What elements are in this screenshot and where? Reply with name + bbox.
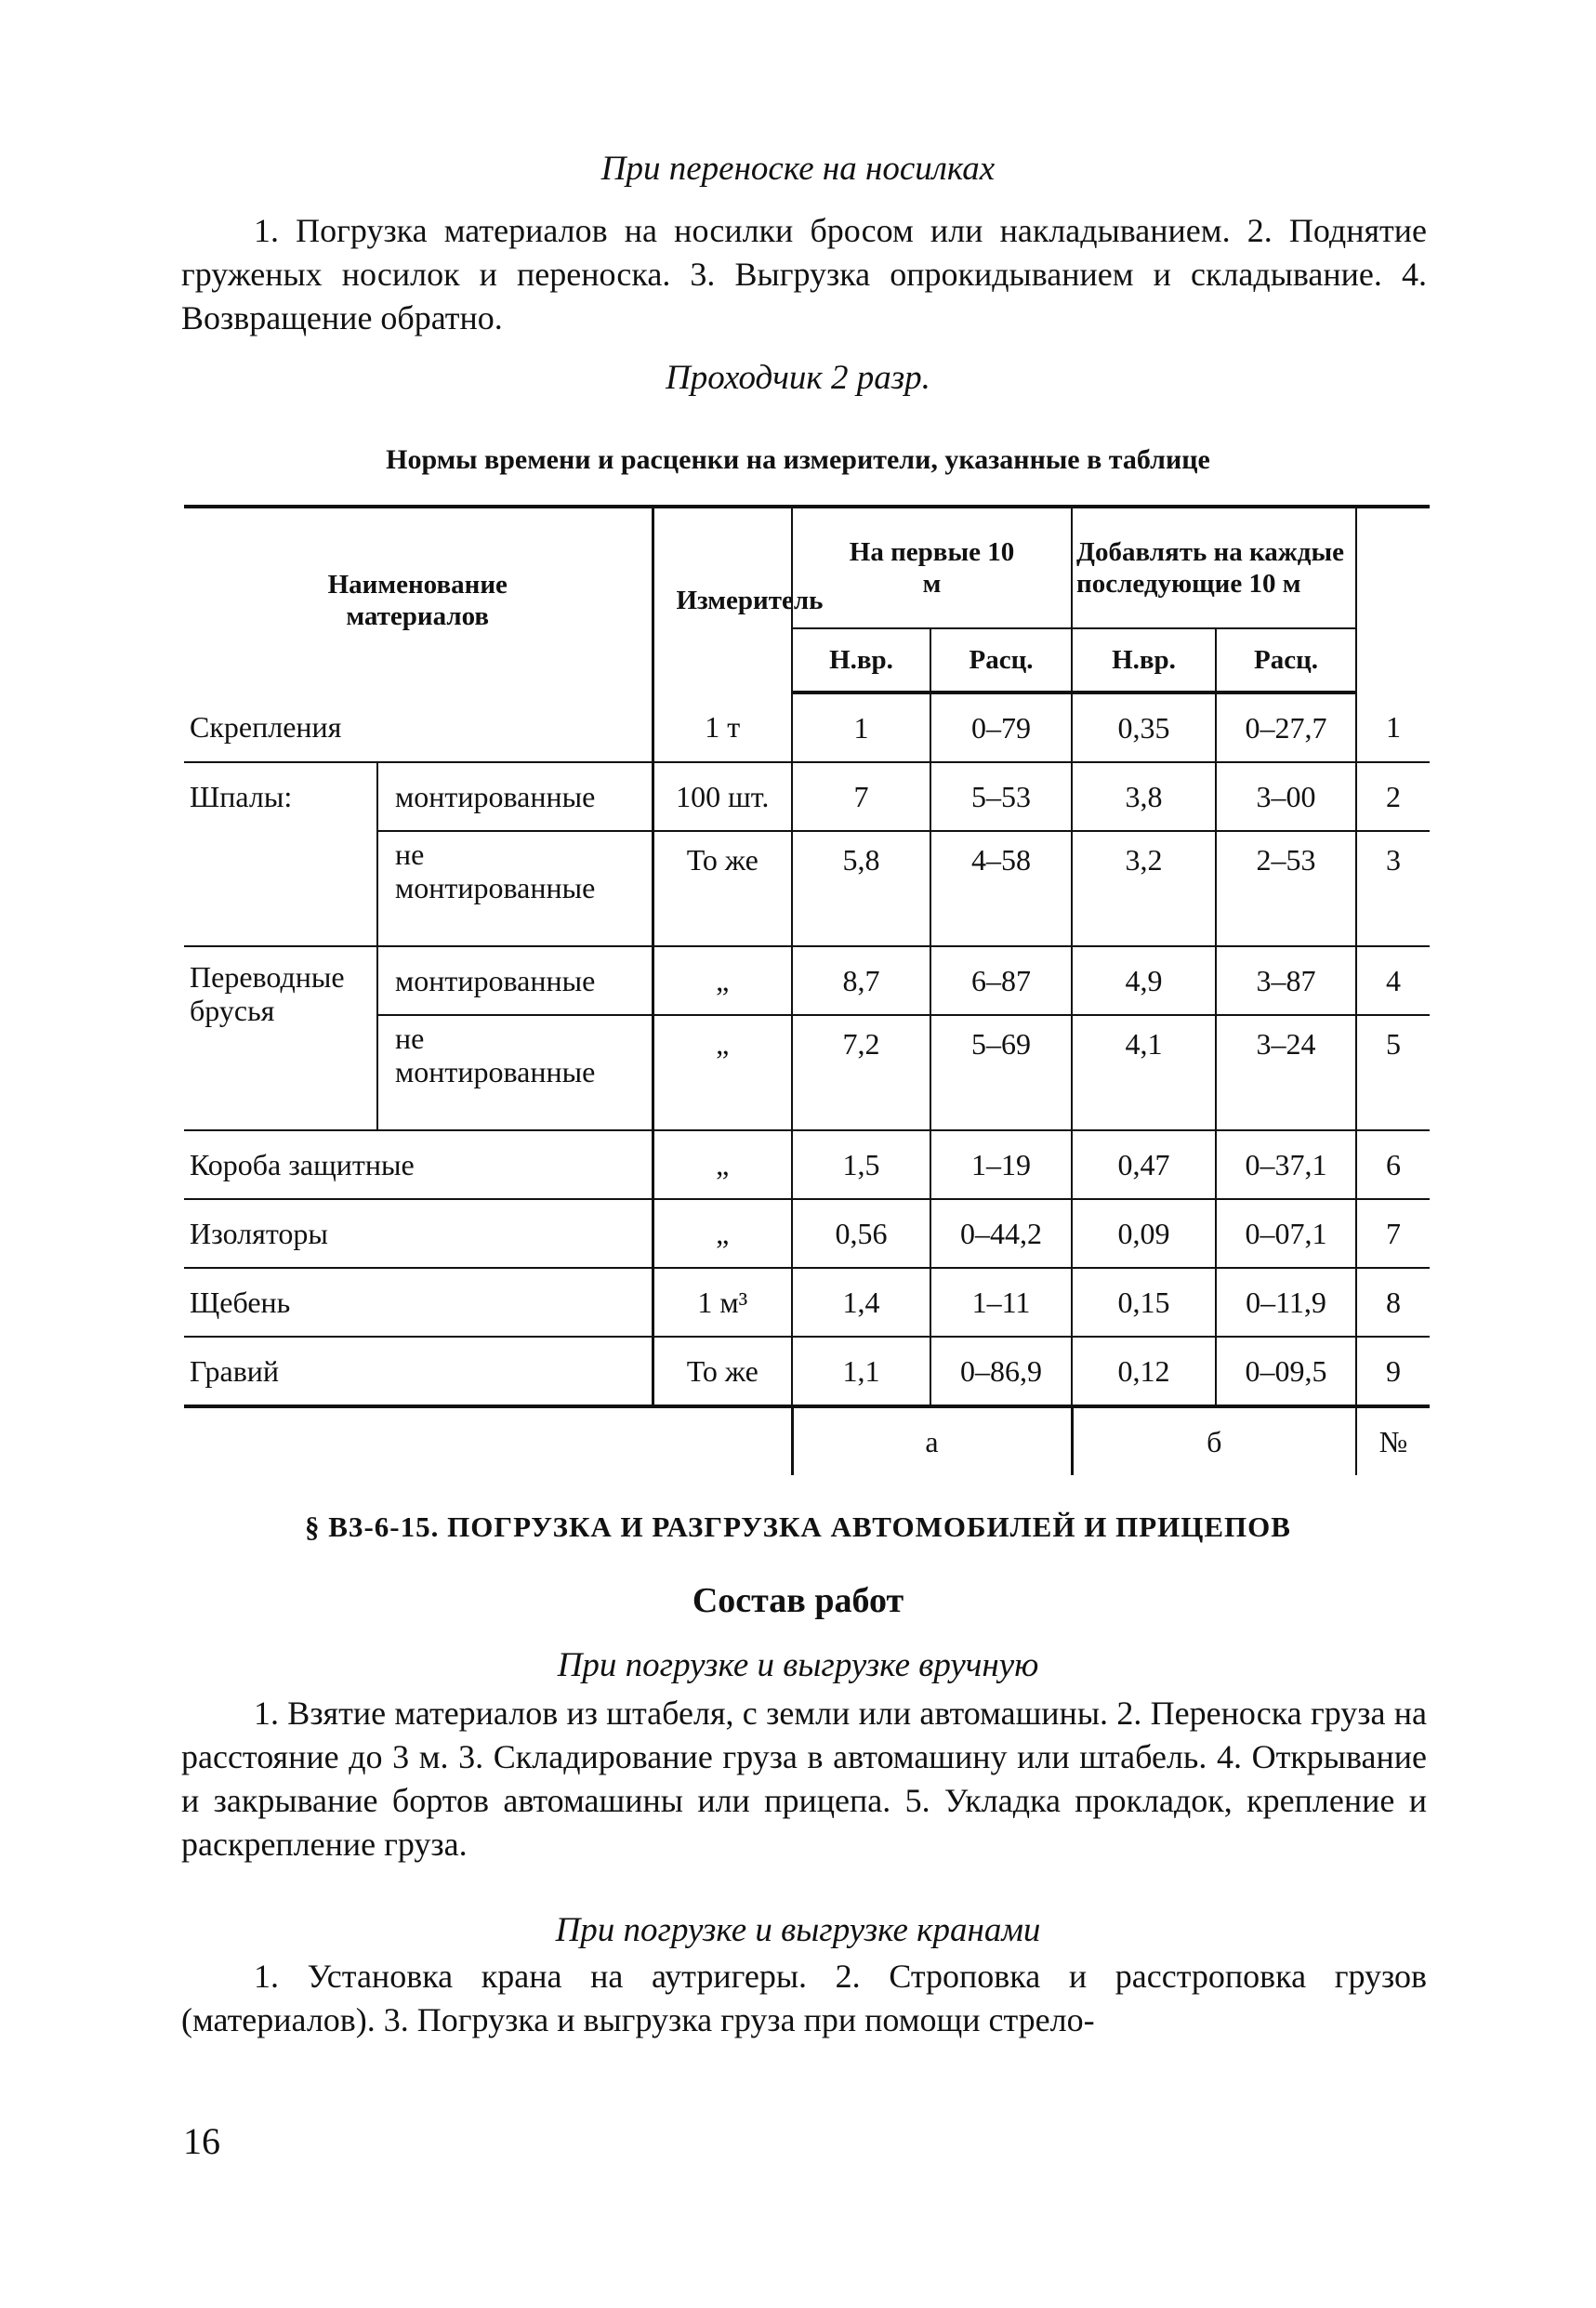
row-b-rasc: 2–53 <box>1216 831 1356 946</box>
subheader-a-nvr: Н.вр. <box>792 628 930 692</box>
section-subtitle: Состав работ <box>692 1581 904 1620</box>
row-a-nvr: 1 <box>792 692 930 762</box>
row-b-nvr: 4,1 <box>1072 1015 1216 1130</box>
row-number: 8 <box>1356 1268 1430 1337</box>
row-a-rasc: 1–11 <box>930 1268 1072 1337</box>
row-group: Шпалы: <box>184 762 377 946</box>
row-item: не монтированные <box>377 1015 653 1130</box>
row-a-nvr: 7,2 <box>792 1015 930 1130</box>
subheader-b-rasc: Расц. <box>1216 628 1356 692</box>
row-number: 7 <box>1356 1199 1430 1268</box>
row-unit: То же <box>653 1337 792 1406</box>
row-a-rasc: 0–44,2 <box>930 1199 1072 1268</box>
row-material: Изоляторы <box>184 1199 653 1268</box>
manual-heading: При погрузке и выгрузке вручную <box>557 1646 1039 1684</box>
row-number: 9 <box>1356 1337 1430 1406</box>
norms-table <box>184 505 1430 1475</box>
row-unit: „ <box>653 1015 792 1130</box>
row-b-nvr: 3,2 <box>1072 831 1216 946</box>
subheader-a-rasc: Расц. <box>930 628 1072 692</box>
header-row <box>184 507 1430 628</box>
row-b-nvr: 0,09 <box>1072 1199 1216 1268</box>
row-material: Короба защитные <box>184 1130 653 1199</box>
row-b-rasc: 0–27,7 <box>1216 692 1356 762</box>
row-b-nvr: 4,9 <box>1072 946 1216 1015</box>
row-a-nvr: 8,7 <box>792 946 930 1015</box>
row-a-nvr: 5,8 <box>792 831 930 946</box>
row-unit: 100 шт. <box>653 762 792 831</box>
row-item: монтированные <box>377 946 653 1015</box>
table-footer-row <box>184 1406 1430 1475</box>
footer-col-b: б <box>1072 1406 1356 1475</box>
section-title: § В3-6-15. ПОГРУЗКА И РАЗГРУЗКА АВТОМОБИЛЕЙ И ПРИЦЕПОВ <box>305 1510 1291 1543</box>
row-a-nvr: 0,56 <box>792 1199 930 1268</box>
row-b-rasc: 0–37,1 <box>1216 1130 1356 1199</box>
carry-paragraph: 1. Погрузка материалов на носилки бросом или накладыванием. 2. Поднятие груженых носилок и переноска. 3. Выгрузка опрокидыванием и складывание. 4. Возвращение обратно. <box>181 212 1427 336</box>
table-row <box>184 692 1430 762</box>
row-b-rasc: 3–00 <box>1216 762 1356 831</box>
row-item: монтированные <box>377 762 653 831</box>
row-unit: „ <box>653 1130 792 1199</box>
row-number: 5 <box>1356 1015 1430 1130</box>
row-a-rasc: 4–58 <box>930 831 1072 946</box>
row-b-nvr: 0,47 <box>1072 1130 1216 1199</box>
header-each-next-10m: Добавлять на каждые последующие 10 м <box>1072 507 1356 628</box>
row-a-nvr: 1,1 <box>792 1337 930 1406</box>
table-row <box>184 1268 1430 1337</box>
row-item: не монтированные <box>377 831 653 946</box>
row-b-rasc: 0–09,5 <box>1216 1337 1356 1406</box>
row-material: Гравий <box>184 1337 653 1406</box>
row-unit: „ <box>653 1199 792 1268</box>
row-number: 3 <box>1356 831 1430 946</box>
manual-paragraph: 1. Взятие материалов из штабеля, с земли или автомашины. 2. Переноска груза на расстояние до 3 м. 3. Складирование груза в автомашину или штабель. 4. Открывание и закрывание бортов автомашины или прицепа. 5. Укладка прокладок, крепление и раскрепление груза. <box>181 1695 1427 1863</box>
carry-heading: При переноске на носилках <box>600 150 996 188</box>
table-title: Нормы времени и расценки на измерители, указанные в таблице <box>386 444 1210 475</box>
footer-col-a: а <box>792 1406 1072 1475</box>
row-number: 6 <box>1356 1130 1430 1199</box>
row-unit: 1 м³ <box>653 1268 792 1337</box>
row-a-nvr: 7 <box>792 762 930 831</box>
row-b-rasc: 3–87 <box>1216 946 1356 1015</box>
row-unit: То же <box>653 831 792 946</box>
row-a-nvr: 1,4 <box>792 1268 930 1337</box>
row-a-rasc: 0–79 <box>930 692 1072 762</box>
row-a-rasc: 6–87 <box>930 946 1072 1015</box>
row-b-nvr: 3,8 <box>1072 762 1216 831</box>
page-number: 16 <box>183 2120 220 2162</box>
subheader-b-nvr: Н.вр. <box>1072 628 1216 692</box>
row-number: 1 <box>1356 692 1430 762</box>
row-unit: 1 т <box>653 692 792 762</box>
row-b-nvr: 0,15 <box>1072 1268 1216 1337</box>
row-unit: „ <box>653 946 792 1015</box>
crane-heading: При погрузке и выгрузке кранами <box>555 1911 1041 1949</box>
header-material: Наименование материалов <box>184 507 653 692</box>
header-number-col <box>1356 507 1430 692</box>
row-a-rasc: 1–19 <box>930 1130 1072 1199</box>
table-row <box>184 1337 1430 1406</box>
row-a-rasc: 5–69 <box>930 1015 1072 1130</box>
header-first-10m: На первые 10 м <box>792 507 1072 628</box>
footer-blank <box>184 1406 792 1475</box>
row-material: Щебень <box>184 1268 653 1337</box>
table-row <box>184 762 1430 831</box>
table-row <box>184 946 1430 1015</box>
row-a-rasc: 5–53 <box>930 762 1072 831</box>
row-b-rasc: 0–11,9 <box>1216 1268 1356 1337</box>
row-number: 2 <box>1356 762 1430 831</box>
crane-paragraph: 1. Установка крана на аутригеры. 2. Строповка и расстроповка грузов (материалов). 3. Погрузка и выгрузка груза при помощи стрело- <box>181 1958 1427 2038</box>
table-row <box>184 1130 1430 1199</box>
header-unit: Измеритель <box>653 507 792 692</box>
row-number: 4 <box>1356 946 1430 1015</box>
row-b-nvr: 0,12 <box>1072 1337 1216 1406</box>
row-b-rasc: 3–24 <box>1216 1015 1356 1130</box>
row-b-rasc: 0–07,1 <box>1216 1199 1356 1268</box>
worker-grade: Проходчик 2 разр. <box>666 359 930 397</box>
row-b-nvr: 0,35 <box>1072 692 1216 762</box>
row-material: Скрепления <box>190 710 342 744</box>
footer-col-number: № <box>1356 1406 1430 1475</box>
table-row <box>184 1199 1430 1268</box>
row-a-nvr: 1,5 <box>792 1130 930 1199</box>
row-a-rasc: 0–86,9 <box>930 1337 1072 1406</box>
row-group: Переводные брусья <box>184 946 377 1130</box>
